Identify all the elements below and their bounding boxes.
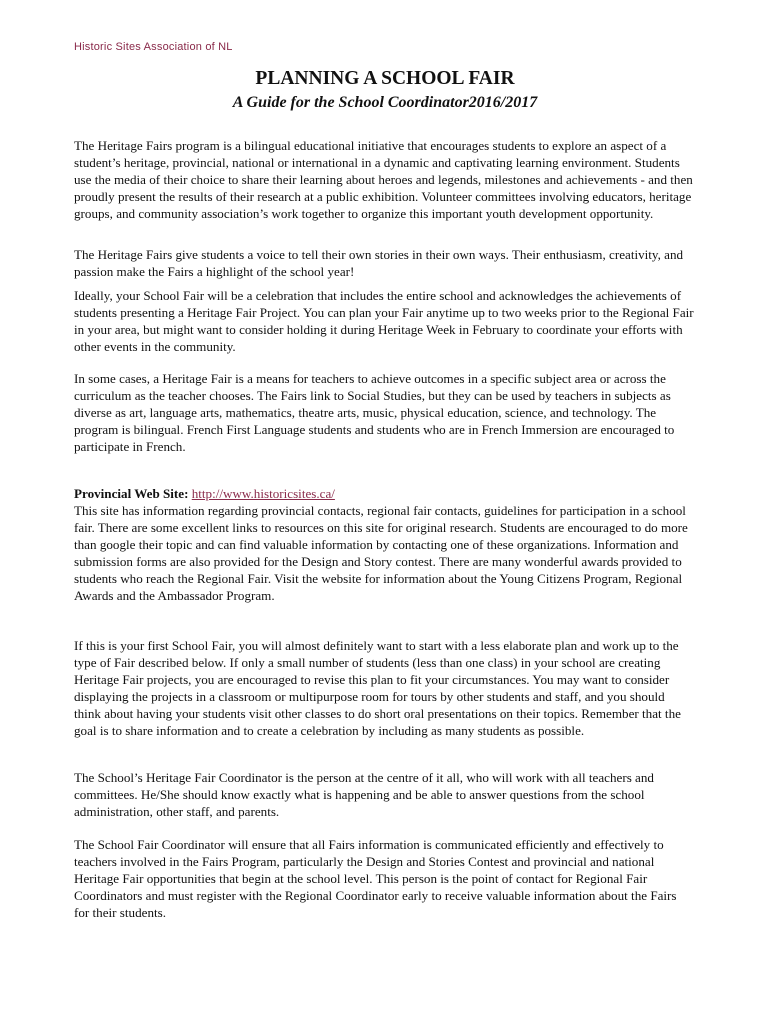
paragraph-communication: The School Fair Coordinator will ensure that all Fairs information is communicated efficiently and effectively to teachers involved in the Fairs Program, particularly the Design and Stories Contest and provincial and national Heritage Fair opportunities that begin at the school level. This person is the point of contact for Regional Fair Coordinators and must register with the Regional Coordinator early to receive valuable information about the Fairs for their students.: [74, 837, 677, 920]
organization-header: Historic Sites Association of NL: [74, 41, 233, 53]
website-link[interactable]: http://www.historicsites.ca/: [191, 486, 335, 501]
paragraph-voice: The Heritage Fairs give students a voice to tell their own stories in their own ways. Their enthusiasm, creativity, and passion make the Fairs a highlight of the school year!: [74, 247, 684, 279]
website-description: This site has information regarding provincial contacts, regional fair contacts, guidelines for participation in a school fair. There are some excellent links to resources on this site for original research. Students are encouraged to do more than google their topic and can find valuable information by contacting one of these organizations. Information and submission forms are also provided for the Design and Story contest. There are many wonderful awards provided to students who reach the Regional Fair. Visit the website for information about the Young Citizens Program, Regional Awards and the Ambassador Program.: [74, 503, 688, 603]
paragraph-celebration: Ideally, your School Fair will be a celebration that includes the entire school and acknowledges the achievements of students presenting a Heritage Fair Project. You can plan your Fair anytime up to two weeks prior to the Regional Fair in your area, but might want to consider holding it during Heritage Week in February to coordinate your efforts with other events in the community.: [74, 288, 694, 354]
paragraph-coordinator: The School’s Heritage Fair Coordinator is the person at the centre of it all, who will work with all teachers and committees. He/She should know exactly what is happening and be able to answer questions from the school administration, other staff, and parents.: [74, 770, 654, 819]
paragraph-intro: The Heritage Fairs program is a bilingual educational initiative that encourages students to explore an aspect of a student’s heritage, provincial, national or international in a dynamic and captivating learning environment. Students use the media of their choice to share their learning about heroes and legends, milestones and achievements - and then proudly present the results of their research at a public exhibition. Volunteer committees involving educators, heritage groups, and community association’s work together to organize this important youth development opportunity.: [74, 138, 693, 221]
provincial-website-section: [74, 485, 694, 604]
website-label: Provincial Web Site:: [74, 486, 189, 501]
paragraph-curriculum: In some cases, a Heritage Fair is a means for teachers to achieve outcomes in a specific subject area or across the curriculum as the teacher chooses. The Fairs link to Social Studies, but they can be used by teachers in subjects as diverse as art, language arts, mathematics, theatre arts, music, physical education, science, and technology. The program is bilingual. French First Language students and students who are in French Immersion are encouraged to participate in French.: [74, 371, 675, 454]
paragraph-first-fair: If this is your first School Fair, you will almost definitely want to start with a less elaborate plan and work up to the type of Fair described below. If only a small number of students (less than one class) in your school are creating Heritage Fair projects, you are encouraged to revise this plan to fit your circumstances. You may want to consider displaying the projects in a classroom or multipurpose room for tours by other students and staff, and you should think about having your students visit other classes to do short oral presentations on their topics. Remember that the goal is to share information and to create a celebration by including as many students as possible.: [74, 638, 681, 738]
document-title: PLANNING A SCHOOL FAIR: [255, 68, 515, 89]
document-subtitle: A Guide for the School Coordinator2016/2017: [232, 94, 538, 111]
